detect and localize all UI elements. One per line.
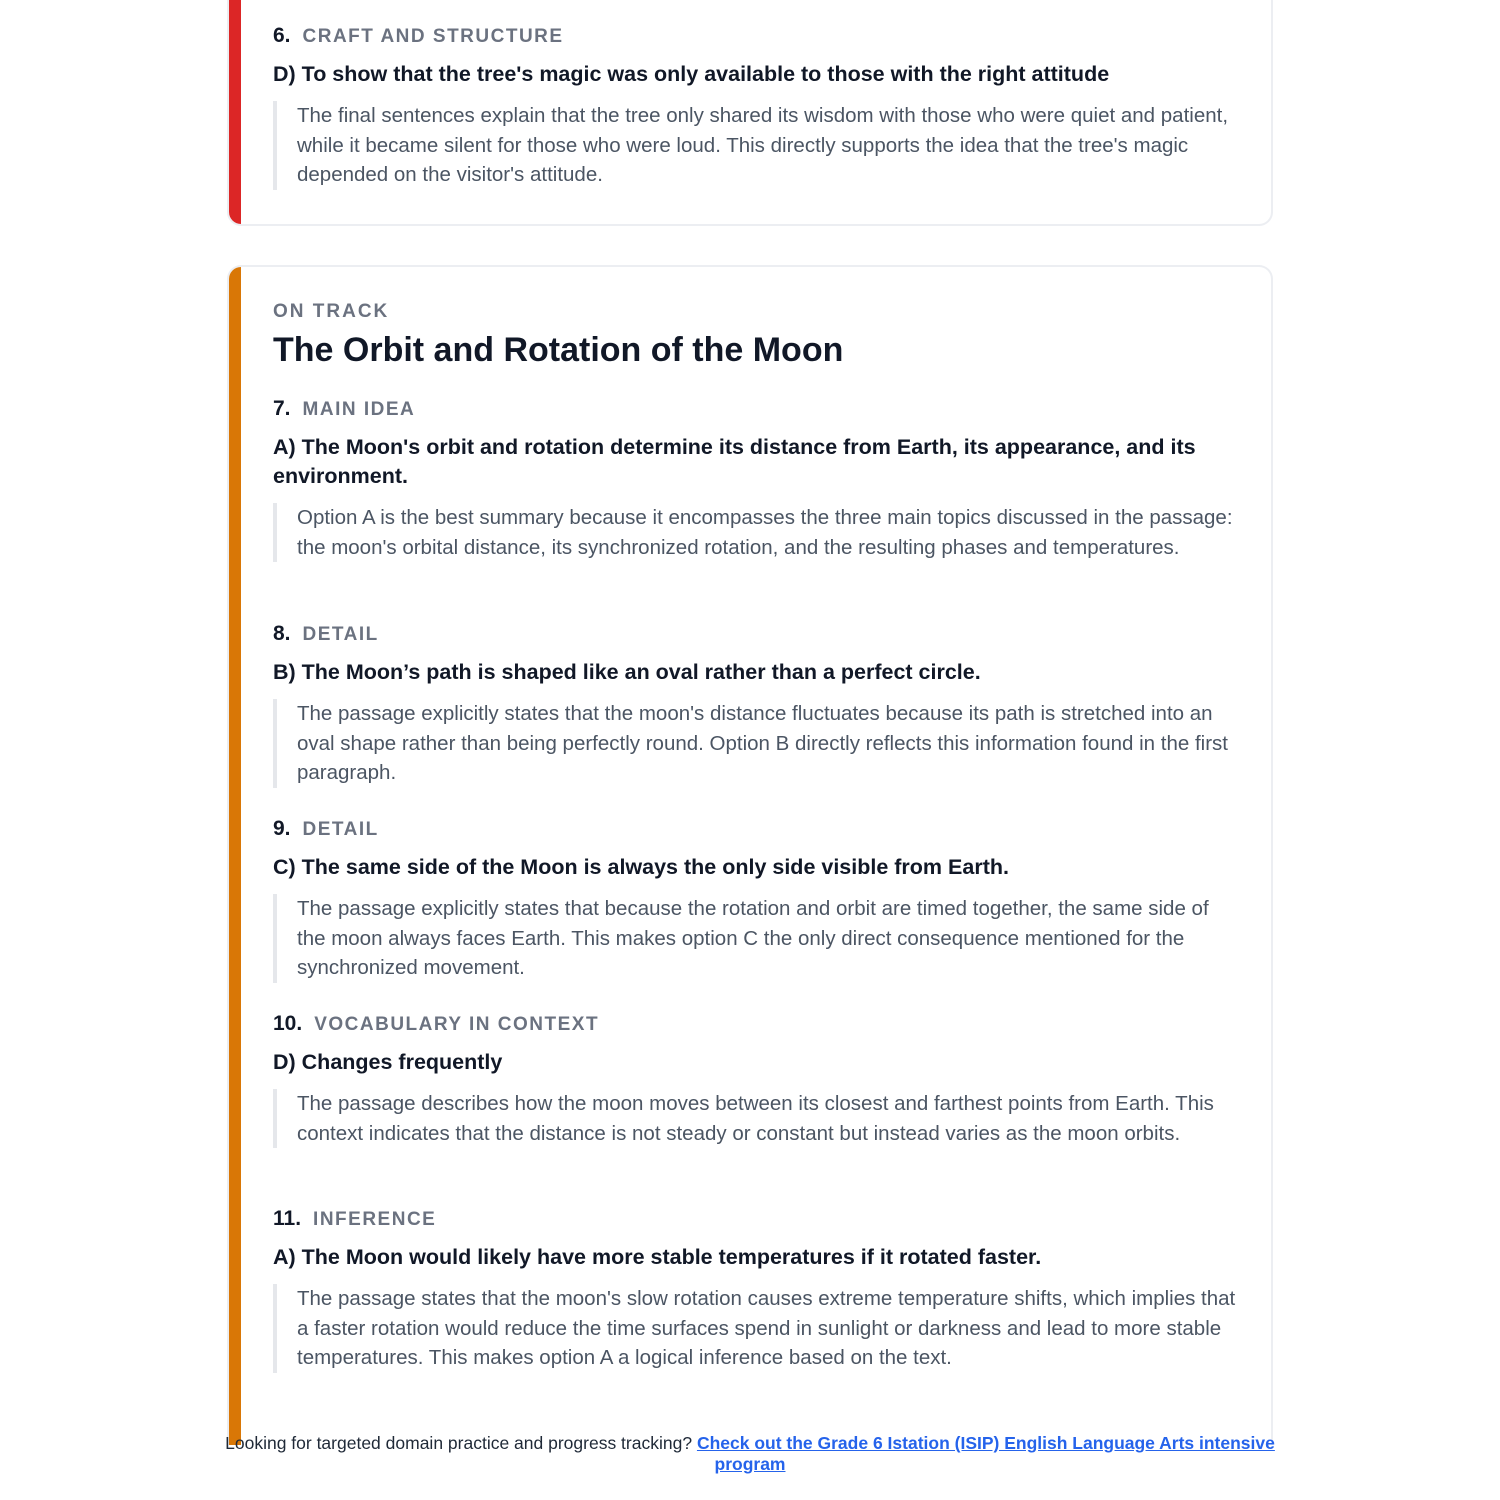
question-type: DETAIL (302, 624, 379, 645)
results-card-passage (227, 265, 1273, 1445)
question-number: 8. (273, 622, 291, 645)
question-number: 10. (273, 1012, 303, 1035)
program-link[interactable]: Check out the Grade 6 Istation (ISIP) English Language Arts intensive program (696, 1433, 1275, 1474)
question-6 (273, 24, 1237, 190)
question-type: MAIN IDEA (302, 399, 416, 420)
question-number: 9. (273, 817, 291, 840)
answer-explanation: The passage states that the moon's slow rotation causes extreme temperature shifts, which implies that a faster rotation would reduce the time surfaces spend in sunlight or darkness and lead to more stable temperatures. This makes option A a logical inference based on the text. (273, 1284, 1237, 1373)
passage-title: The Orbit and Rotation of the Moon (273, 331, 844, 369)
answer-explanation: The final sentences explain that the tree only shared its wisdom with those who were quiet and patient, while it became silent for those who were loud. This directly supports the idea that the tree's magic depended on the visitor's attitude. (273, 101, 1237, 190)
question-number: 6. (273, 24, 291, 47)
question-7 (273, 397, 1237, 562)
results-card-craft (227, 0, 1273, 226)
answer-explanation: Option A is the best summary because it encompasses the three main topics discussed in the passage: the moon's orbital distance, its synchronized rotation, and the resulting phases and temperatures. (273, 503, 1237, 562)
question-9 (273, 817, 1237, 983)
question-number: 7. (273, 397, 291, 420)
correct-answer: D) To show that the tree's magic was only available to those with the right attitude (273, 62, 1110, 86)
answer-explanation: The passage explicitly states that the moon's distance fluctuates because its path is stretched into an oval shape rather than being perfectly round. Option B directly reflects this information found in the first paragraph. (273, 699, 1237, 788)
answer-explanation: The passage explicitly states that because the rotation and orbit are timed together, the same side of the moon always faces Earth. This makes option C the only direct consequence mentioned for the synchronized movement. (273, 894, 1237, 983)
question-type: DETAIL (302, 819, 379, 840)
question-number: 11. (273, 1207, 302, 1230)
question-8 (273, 622, 1237, 788)
status-color-bar (229, 0, 241, 224)
answer-explanation: The passage describes how the moon moves between its closest and farthest points from Earth. This context indicates that the distance is not steady or constant but instead varies as the moon orbits. (273, 1089, 1237, 1148)
question-type: INFERENCE (313, 1209, 437, 1230)
correct-answer: A) The Moon would likely have more stable temperatures if it rotated faster. (273, 1245, 1042, 1269)
question-type: VOCABULARY IN CONTEXT (314, 1014, 600, 1035)
question-11 (273, 1207, 1237, 1373)
correct-answer: A) The Moon's orbit and rotation determine its distance from Earth, its appearance, and its environment. (273, 435, 1196, 488)
question-type: CRAFT AND STRUCTURE (302, 26, 564, 47)
status-color-bar (229, 267, 241, 1445)
correct-answer: B) The Moon’s path is shaped like an oval rather than a perfect circle. (273, 660, 981, 684)
promo-text: Looking for targeted domain practice and progress tracking? (225, 1433, 693, 1453)
status-label: ON TRACK (273, 301, 390, 322)
correct-answer: C) The same side of the Moon is always the only side visible from Earth. (273, 855, 1009, 879)
correct-answer: D) Changes frequently (273, 1050, 503, 1074)
question-10 (273, 1012, 1237, 1148)
promo-footer (220, 1433, 1280, 1475)
